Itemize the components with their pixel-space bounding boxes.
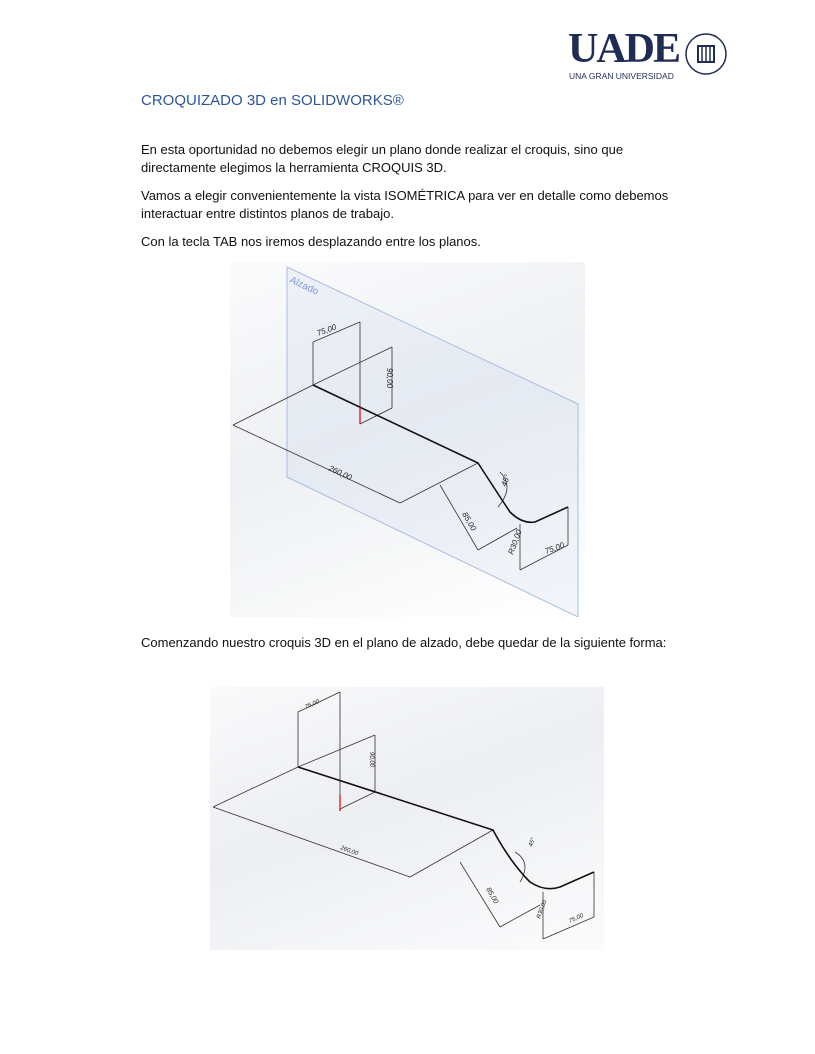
dim-label: 260,00 xyxy=(339,845,359,858)
uade-logo xyxy=(566,24,731,86)
paragraph-2: Vamos a elegir convenientemente la vista ISOMÉTRICA para ver en detalle como debemos interactuar entre distintos planos de trabajo. xyxy=(141,188,669,221)
dim-label: 45° xyxy=(499,473,513,488)
dim-label: 90,00 xyxy=(385,368,394,389)
isometric-sketch-figure-1 xyxy=(230,262,585,617)
dim-label: 75,00 xyxy=(543,540,566,556)
dim-label: 85,00 xyxy=(484,886,500,906)
sketch-path xyxy=(298,767,594,889)
dim-label: 75,00 xyxy=(304,699,321,711)
paragraph-1: En esta oportunidad no debemos elegir un plano donde realizar el croquis, sino que directamente elegimos la herramienta CROQUIS 3D. xyxy=(141,142,624,175)
section-title: CROQUIZADO 3D en SOLIDWORKS® xyxy=(141,92,404,109)
dim-label: R30,00 xyxy=(536,899,549,920)
dim-label: 260,00 xyxy=(327,463,354,483)
dim-label: 90,00 xyxy=(368,752,374,768)
paragraph-3: Con la tecla TAB nos iremos desplazando entre los planos. xyxy=(141,234,481,249)
plane-label: Alzado xyxy=(287,274,321,298)
svg-text:UNA GRAN UNIVERSIDAD: UNA GRAN UNIVERSIDAD xyxy=(569,71,674,81)
dim-label: 45° xyxy=(528,837,537,848)
dim-label: 75,00 xyxy=(568,913,585,925)
svg-text:UADE: UADE xyxy=(568,26,680,72)
paragraph-4: Comenzando nuestro croquis 3D en el plano de alzado, debe quedar de la siguiente forma: xyxy=(141,635,667,650)
dim-label: R30,00 xyxy=(506,528,524,556)
dim-label: 75,00 xyxy=(315,322,338,338)
dim-label: 85,00 xyxy=(460,510,479,533)
isometric-sketch-figure-2 xyxy=(210,687,604,950)
